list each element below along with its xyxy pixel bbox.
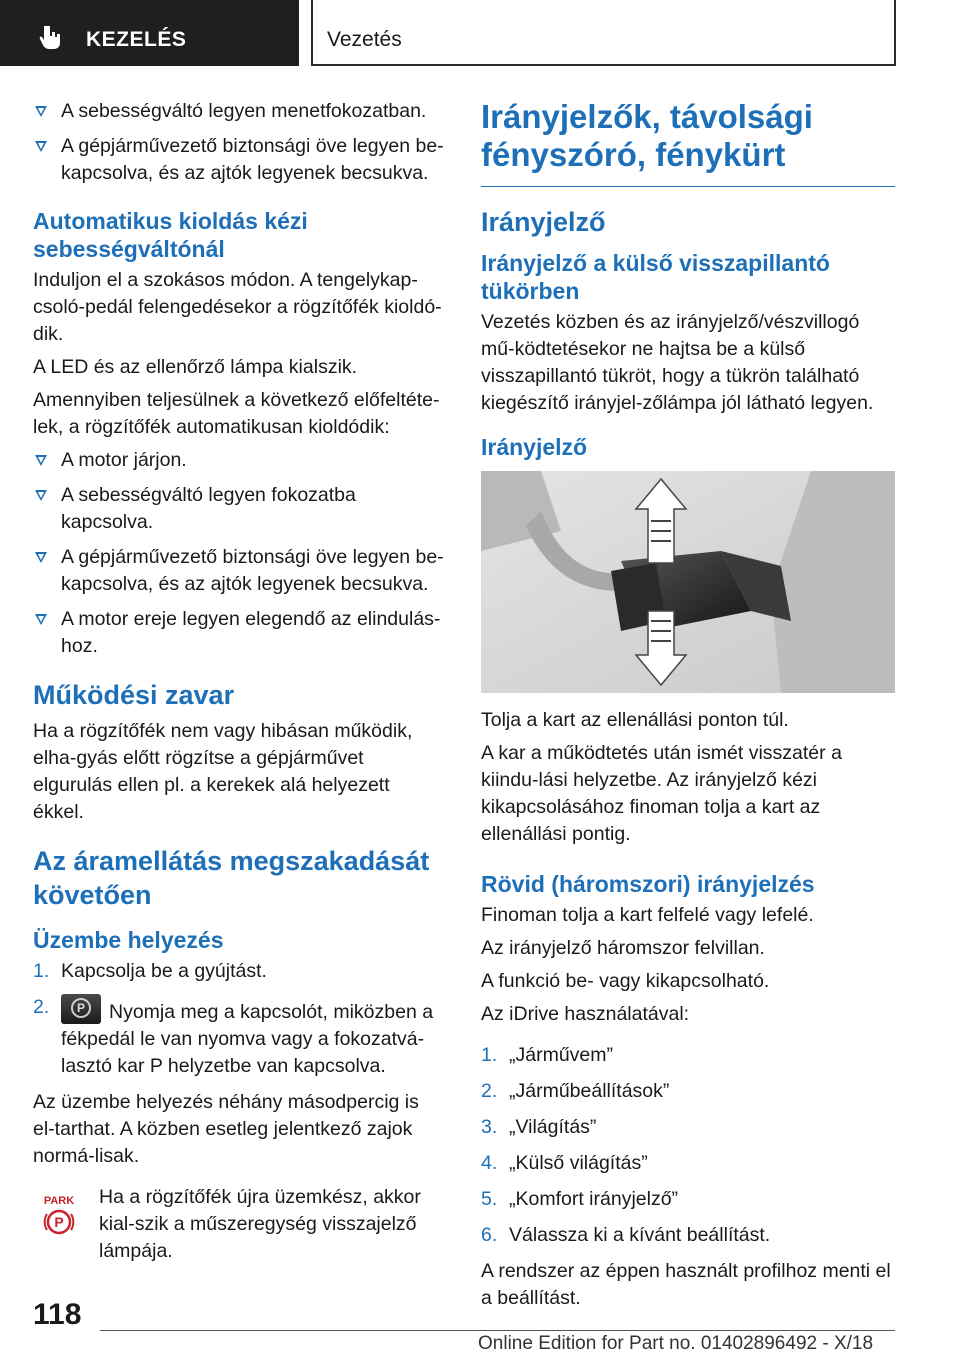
triangle-bullet-icon	[35, 141, 47, 152]
page-number: 118	[33, 1298, 82, 1331]
heading-malfunction: Működési zavar	[33, 680, 235, 710]
step-item: 3. „Világítás”	[481, 1116, 597, 1138]
step-item: 1. Kapcsolja be a gyújtást.	[33, 960, 267, 982]
paragraph: Finoman tolja a kart felfelé vagy lefelé.	[481, 904, 814, 926]
heading-turn-signal: Irányjelző	[481, 207, 606, 237]
heading-mirror-signal: Irányjelző a külső visszapillantó tükörben	[481, 250, 830, 304]
chapter-box	[311, 0, 896, 66]
parking-brake-button-icon: P	[61, 994, 101, 1024]
footer-rule	[100, 1330, 895, 1331]
section-title: KEZELÉS	[86, 28, 187, 51]
step-item: 6. Válassza ki a kívánt beállítást.	[481, 1224, 771, 1246]
paragraph: A LED és az ellenőrző lámpa kialszik.	[33, 356, 358, 378]
paragraph: A kar a működtetés után ismét visszatér a kiindu-lási helyzetbe. Az irányjelző kézi kikapcsolásához finoman tolja a kart az ellenállási pontig.	[481, 742, 842, 845]
bullet-item: A gépjárművezető biztonsági öve legyen be-kapcsolva, és az ajtók legyenek becsukva.	[33, 133, 445, 187]
heading-rule	[481, 186, 895, 187]
park-warning-icon	[39, 1190, 79, 1240]
paragraph: A funkció be- vagy kikapcsolható.	[481, 970, 770, 992]
paragraph: Tolja a kart az ellenállási ponton túl.	[481, 709, 789, 731]
heading-auto-release: Automatikus kioldás kézi sebességváltónál	[33, 208, 308, 262]
paragraph: Ha a rögzítőfék nem vagy hibásan működik, elha-gyás előtt rögzítse a gépjárművet elgurulás ellen pl. a kerekek alá helyezett ékkel.	[33, 720, 413, 823]
paragraph: Vezetés közben és az irányjelző/vészvillogó mű-ködtetésekor ne hajtsa be a külső visszapillantó tükröt, hogy a tükrön található kiegészítő irányjel-zőlámpa jól látható legyen.	[481, 311, 874, 414]
svg-text:PARK: PARK	[43, 1195, 75, 1207]
stalk-illustration	[481, 471, 895, 693]
chapter-title: Vezetés	[327, 28, 402, 51]
heading-commissioning: Üzembe helyezés	[33, 927, 224, 953]
heading-short-signal: Rövid (háromszori) irányjelzés	[481, 871, 815, 897]
bullet-item: A gépjárművezető biztonsági öve legyen be-kapcsolva, és az ajtók legyenek becsukva.	[33, 544, 445, 598]
turn-signal-stalk-figure	[481, 471, 895, 693]
paragraph: A rendszer az éppen használt profilhoz menti el a beállítást.	[481, 1260, 891, 1309]
triangle-bullet-icon	[35, 106, 47, 117]
bullet-item: A motor járjon.	[33, 447, 445, 474]
paragraph: Az iDrive használatával:	[481, 1003, 690, 1025]
paragraph: Amennyiben teljesülnek a következő előfeltéte-lek, a rögzítőfék automatikusan kioldódik:	[33, 389, 440, 438]
step-item: 2. „Járműbeállítások”	[481, 1080, 670, 1102]
step-item: 2. P Nyomja meg a kapcsolót, miközben a fékpedál le van nyomva vagy a fokozatvá-lasztó kar P helyzetbe van kapcsolva.	[33, 996, 434, 1077]
section-tab	[0, 0, 299, 66]
left-column	[33, 98, 445, 1265]
triangle-bullet-icon	[35, 490, 47, 501]
heading-after-power: Az áramellátás megszakadását követően	[33, 846, 430, 910]
paragraph: Az irányjelző háromszor felvillan.	[481, 937, 765, 959]
step-item: 5. „Komfort irányjelző”	[481, 1188, 679, 1210]
heading-turn-signal-2: Irányjelző	[481, 434, 588, 460]
svg-text:P: P	[54, 1214, 64, 1230]
bullet-item: A sebességváltó legyen fokozatba kapcsolva.	[33, 482, 445, 536]
paragraph: Induljon el a szokásos módon. A tengelykap-csoló-pedál felengedésekor a rögzítőfék kioldó-dik.	[33, 269, 442, 345]
triangle-bullet-icon	[35, 455, 47, 466]
bullet-item: A sebességváltó legyen menetfokozatban.	[33, 98, 445, 125]
triangle-bullet-icon	[35, 614, 47, 625]
paragraph: Az üzembe helyezés néhány másodpercig is el-tarthat. A közben esetleg jelentkező zajok normá-lisak.	[33, 1091, 419, 1167]
bullet-item: A motor ereje legyen elegendő az elindulás-hoz.	[33, 606, 445, 660]
step-item: 1. „Járművem”	[481, 1044, 614, 1066]
note: PARK P Ha a rögzítőfék újra üzemkész, akkor kial-szik a műszeregység visszajelző lámpája.	[33, 1184, 445, 1265]
triangle-bullet-icon	[35, 552, 47, 563]
hand-pointer-icon	[38, 24, 64, 50]
step-item: 4. „Külső világítás”	[481, 1152, 648, 1174]
main-heading: Irányjelzők, távolsági fényszóró, fénykürt	[481, 98, 813, 173]
edition-text: Online Edition for Part no. 01402896492 - X/18	[478, 1333, 874, 1354]
right-column	[481, 98, 895, 1318]
